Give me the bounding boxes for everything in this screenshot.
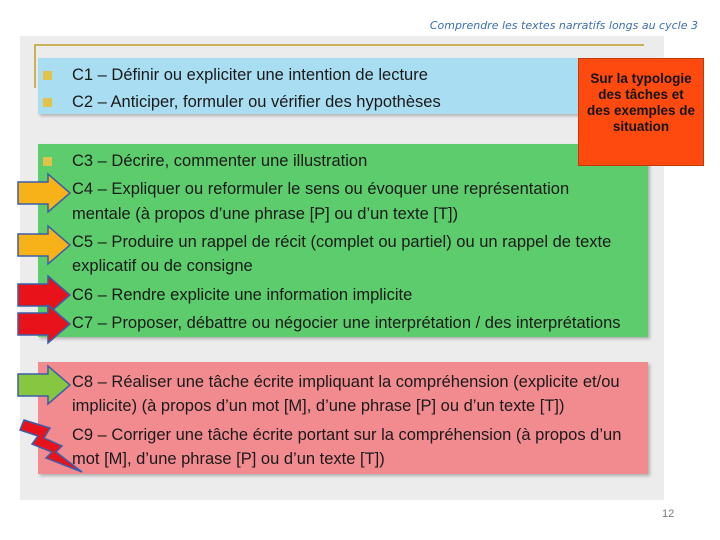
- arrow-c8-shape: [18, 366, 70, 404]
- frame-left-line: [34, 44, 36, 88]
- item-c4-line2: mentale (à propos d’une phrase [P] ou d’un texte [T]): [72, 205, 459, 223]
- lightning-c9-shape: [20, 420, 82, 472]
- note-text: Sur la typologie des tâches et des exemples de situation: [586, 71, 696, 134]
- item-c5-line2: explicatif ou de consigne: [72, 257, 253, 275]
- item-c2: C2 – Anticiper, formuler ou vérifier des hypothèses: [72, 93, 441, 111]
- bullet-c3: [43, 157, 52, 166]
- item-c1: C1 – Définir ou expliciter une intention de lecture: [72, 66, 428, 84]
- item-c3: C3 – Décrire, commenter une illustration: [72, 152, 368, 170]
- lightning-icon-c9: [16, 416, 86, 476]
- arrow-right-icon-c7: [16, 303, 72, 345]
- presentation-title: Comprendre les textes narratifs longs au cycle 3: [429, 19, 698, 32]
- note-box: [578, 58, 704, 166]
- item-c8-line2: implicite) (à propos d’un mot [M], d’une phrase [P] ou d’un texte [T]): [72, 397, 565, 415]
- item-c6: C6 – Rendre explicite une information implicite: [72, 286, 413, 304]
- arrow-right-icon-c8: [16, 364, 72, 406]
- item-c8-line1: C8 – Réaliser une tâche écrite impliquant la compréhension (explicite et/ou: [72, 373, 620, 391]
- item-c7: C7 – Proposer, débattre ou négocier une interprétation / des interprétations: [72, 314, 621, 332]
- item-c4-line1: C4 – Expliquer ou reformuler le sens ou évoquer une représentation: [72, 180, 570, 198]
- bullet-c2: [43, 98, 52, 107]
- arrow-c7-shape: [18, 305, 70, 343]
- item-c9-line2: mot [M], d’une phrase [P] ou d’un texte [T]): [72, 450, 385, 468]
- item-c9-line1: C9 – Corriger une tâche écrite portant sur la compréhension (à propos d’un: [72, 426, 622, 444]
- arrow-right-icon-c4: [16, 172, 72, 214]
- arrow-c4-shape: [18, 174, 70, 212]
- page-number: 12: [662, 508, 675, 520]
- arrow-right-icon-c5: [16, 224, 72, 266]
- item-c5-line1: C5 – Produire un rappel de récit (complet ou partiel) ou un rappel de texte: [72, 233, 612, 251]
- frame-top-line: [34, 44, 644, 46]
- bullet-c1: [43, 71, 52, 80]
- arrow-c5-shape: [18, 226, 70, 264]
